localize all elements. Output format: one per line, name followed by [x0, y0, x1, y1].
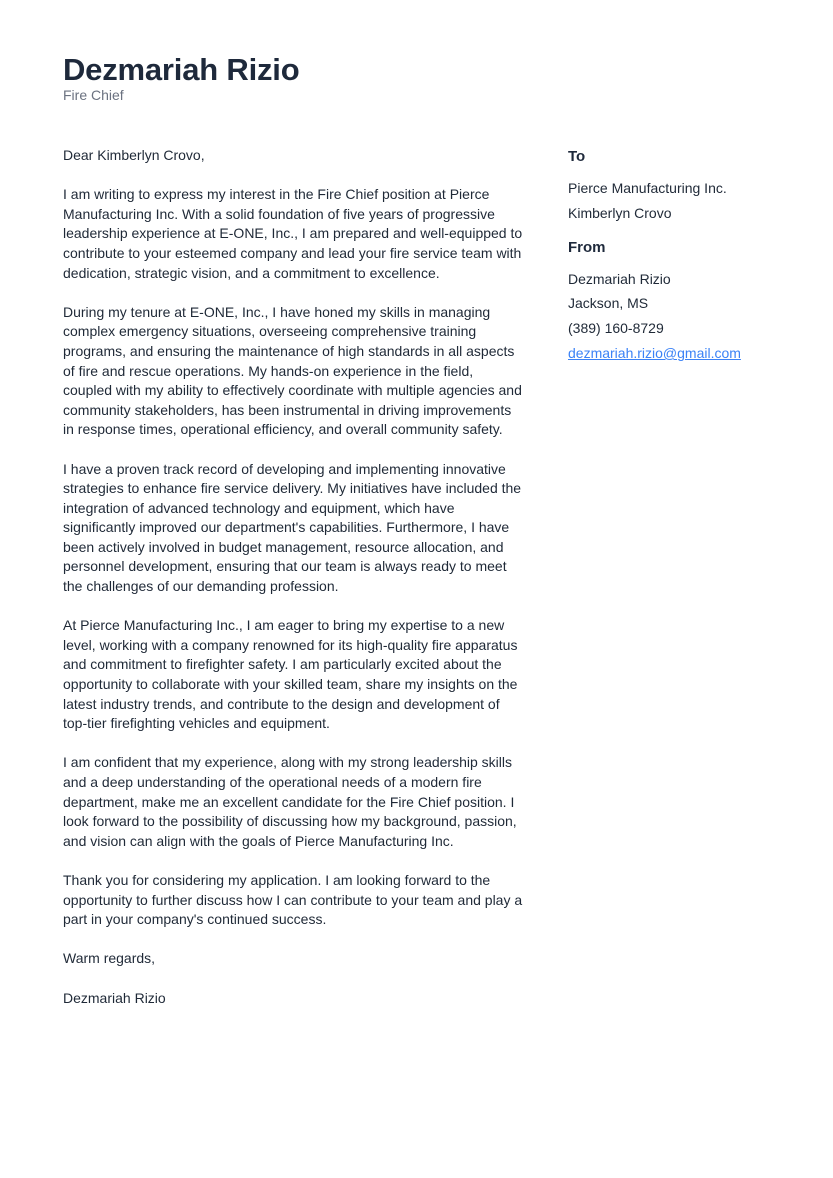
from-section	[568, 238, 798, 366]
signature: Dezmariah Rizio	[63, 989, 166, 1006]
contact-sidebar	[568, 147, 798, 378]
letter-paragraph: I have a proven track record of developing and implementing innovative strategies to enhance fire service delivery. My initiatives have included the integration of advanced technology and equipment, which have significantly improved our department's capabilities. Furthermore, I have been actively involved in budget management, resource allocation, and personnel development, ensuring that our team is always ready to meet the challenges of our demanding profession.	[63, 460, 522, 595]
sender-email-link[interactable]: dezmariah.rizio@gmail.com	[568, 344, 741, 361]
sender-name-heading: Dezmariah Rizio	[63, 52, 300, 87]
letter-header	[63, 50, 299, 103]
email-row	[568, 341, 798, 366]
recipient-name: Kimberlyn Crovo	[568, 204, 672, 221]
sender-name: Dezmariah Rizio	[568, 270, 671, 287]
letter-body	[63, 146, 523, 1028]
letter-paragraph: During my tenure at E-ONE, Inc., I have honed my skills in managing complex emergency situations, overseeing comprehensive training programs, and ensuring the maintenance of high standards in all aspects of fire and rescue operations. My hands-on experience in the field, coupled with my ability to effectively coordinate with multiple agencies and community stakeholders, has been instrumental in driving improvements in response times, operational efficiency, and overall community safety.	[63, 303, 522, 438]
sender-phone: (389) 160-8729	[568, 320, 664, 337]
closing: Warm regards,	[63, 950, 156, 967]
letter-paragraph: I am writing to express my interest in the Fire Chief position at Pierce Manufacturing Inc. With a solid foundation of five years of progressive leadership experience at E-ONE, Inc., I am prepared and well-equipped to contribute to your esteemed company and lead your fire service team with dedication, strategic vision, and a commitment to excellence.	[63, 186, 523, 281]
job-title: Fire Chief	[63, 87, 124, 103]
letter-paragraph: I am confident that my experience, along with my strong leadership skills and a deep understanding of the operational needs of a modern fire department, make me an excellent candidate for the Fire Chief position. I look forward to the possibility of discussing how my background, passion, and vision can align with the goals of Pierce Manufacturing Inc.	[63, 754, 517, 849]
to-section	[568, 147, 798, 226]
to-heading: To	[568, 148, 586, 165]
sender-location: Jackson, MS	[568, 295, 649, 312]
letter-paragraph: At Pierce Manufacturing Inc., I am eager to bring my expertise to a new level, working with a company renowned for its high-quality fire apparatus and commitment to firefighter safety. I am particularly excited about the opportunity to collaborate with your skilled team, share my insights on the latest industry trends, and contribute to the design and development of top-tier firefighting vehicles and equipment.	[63, 617, 518, 732]
from-heading: From	[568, 238, 606, 256]
greeting: Dear Kimberlyn Crovo,	[63, 147, 205, 163]
recipient-company: Pierce Manufacturing Inc.	[568, 180, 727, 196]
letter-paragraph: Thank you for considering my application. I am looking forward to the opportunity to further discuss how I can contribute to your team and play a part in your company's continued success.	[63, 871, 523, 928]
